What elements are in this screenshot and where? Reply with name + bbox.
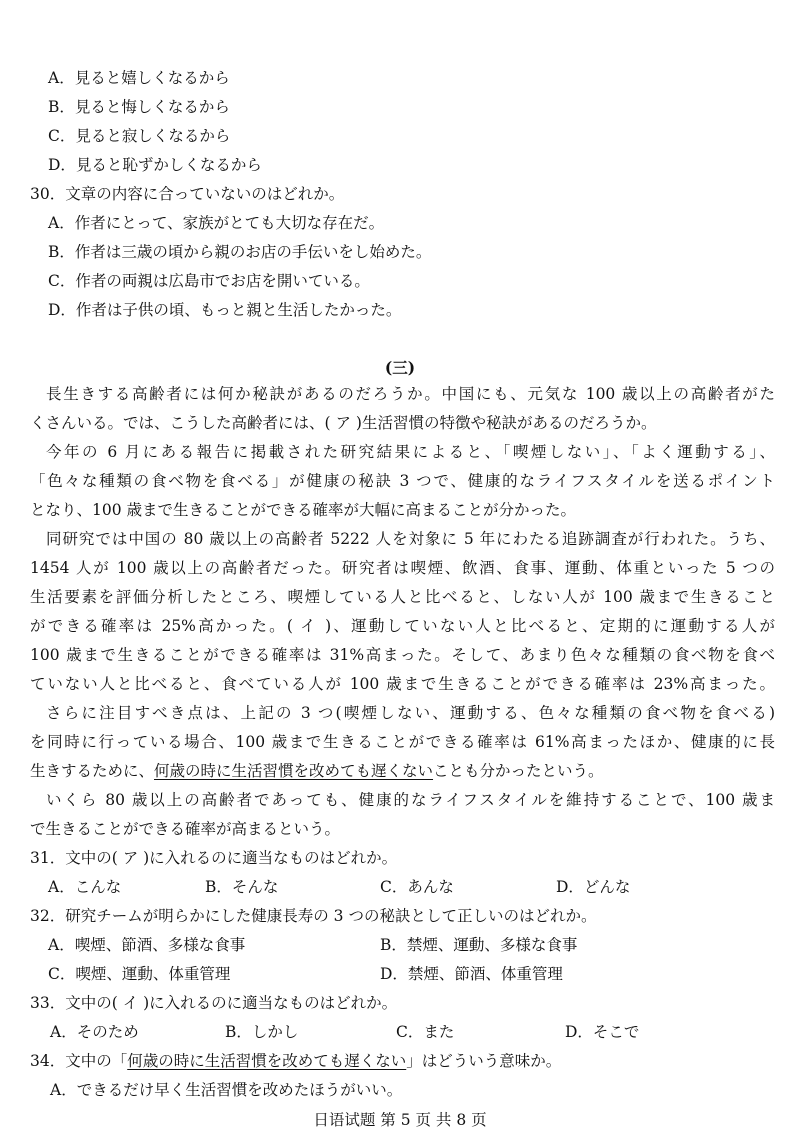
q29-option-c: C．見ると寂しくなるから: [48, 127, 231, 145]
q31-option-a: A．こんな: [48, 878, 122, 896]
passage-line: ていない人と比べると、食べている人が 100 歳まで生きることができる確率は 23%高まった。: [30, 675, 775, 693]
q34-stem: [30, 1051, 561, 1071]
page-footer: 日语试题 第 5 页 共 8 页: [313, 1111, 487, 1129]
q30-option-b: B．作者は三歳の頃から親のお店の手伝いをし始めた。: [48, 243, 432, 261]
q33-option-a: A．そのため: [50, 1023, 139, 1041]
q30-option-a: A．作者にとって、家族がとても大切な存在だ。: [48, 214, 385, 232]
q29-option-b: B．見ると悔しくなるから: [48, 98, 230, 116]
passage-line: 同研究では中国の 80 歳以上の高齢者 5222 人を対象に 5 年にわたる追跡調査が行われた。うち、: [46, 530, 775, 548]
q29-option-a: A．見ると嬉しくなるから: [48, 69, 230, 87]
q33-option-c: C．また: [396, 1023, 455, 1041]
q32-option-a: A．喫煙、節酒、多様な食事: [48, 936, 246, 954]
passage-text: ことも分かったという。: [433, 762, 604, 780]
q29-option-d: D．見ると恥ずかしくなるから: [48, 156, 262, 174]
passage-line: 今年の 6 月にある報告に掲載された研究結果によると、「喫煙しない」、「よく運動する」、: [46, 443, 775, 461]
passage-line: となり、100 歳まで生きることができる確率が大幅に高まることが分かった。: [30, 501, 577, 519]
q31-option-c: C．あんな: [380, 878, 454, 896]
q34-option-a: A．できるだけ早く生活習慣を改めたほうがいい。: [50, 1081, 403, 1099]
q34-stem-text: 34．文中の「: [30, 1052, 128, 1070]
q32-option-d: D．禁煙、節酒、体重管理: [380, 965, 563, 983]
q33-stem: 33．文中の( イ )に入れるのに適当なものはどれか。: [30, 994, 398, 1012]
q31-stem: 31．文中の( ア )に入れるのに適当なものはどれか。: [30, 849, 398, 867]
passage-line: さらに注目すべき点は、上記の 3 つ(喫煙しない、運動する、色々な種類の食べ物を食べる): [46, 704, 775, 722]
q34-stem-text: 」はどういう意味か。: [406, 1052, 562, 1070]
q32-option-c: C．喫煙、運動、体重管理: [48, 965, 231, 983]
passage-line: 生活要素を評価分析したところ、喫煙している人と比べると、しない人が 100 歳まで生きること: [30, 588, 775, 606]
passage-line: 長生きする高齢者には何か秘訣があるのだろうか。中国にも、元気な 100 歳以上の高齢者がた: [46, 385, 775, 403]
passage-line: を同時に行っている場合、100 歳まで生きることができる確率は 61%高まったほか、健康的に長: [30, 733, 775, 751]
q30-stem: 30．文章の内容に合っていないのはどれか。: [30, 185, 345, 203]
q30-option-c: C．作者の両親は広島市でお店を開いている。: [48, 272, 370, 290]
passage-line: くさんいる。では、こうした高齢者には、( ア )生活習慣の特徴や秘訣があるのだろうか。: [30, 414, 657, 432]
q32-stem: 32．研究チームが明らかにした健康長寿の 3 つの秘訣として正しいのはどれか。: [30, 907, 597, 925]
underlined-phrase: 何歳の時に生活習慣を改めても遅くない: [127, 1052, 407, 1070]
q33-option-b: B．しかし: [225, 1023, 299, 1041]
passage-line: [30, 761, 604, 781]
passage-line: 「色々な種類の食べ物を食べる」が健康の秘訣 3 つで、健康的なライフスタイルを送るポイント: [30, 472, 775, 490]
passage-text: 生きするために、: [30, 762, 155, 780]
passage-line: いくら 80 歳以上の高齢者であっても、健康的なライフスタイルを維持することで、100 歳ま: [46, 791, 775, 809]
passage-line: 1454 人が 100 歳以上の高齢者だった。研究者は喫煙、飲酒、食事、運動、体重といった 5 つの: [30, 559, 775, 577]
passage-line: 100 歳まで生きることができる確率は 31%高まった。そして、あまり色々な種類の食べ物を食べ: [30, 646, 775, 664]
q31-option-d: D．どんな: [556, 878, 631, 896]
q33-option-d: D．そこで: [565, 1023, 640, 1041]
underlined-phrase: 何歳の時に生活習慣を改めても遅くない: [154, 762, 434, 780]
section-title: (三): [384, 358, 416, 377]
passage-line: で生きることができる確率が高まるという。: [30, 820, 341, 838]
q30-option-d: D．作者は子供の頃、もっと親と生活したかった。: [48, 301, 402, 319]
q31-option-b: B．そんな: [205, 878, 279, 896]
q32-option-b: B．禁煙、運動、多様な食事: [380, 936, 578, 954]
passage-line: ができる確率は 25%高かった。( イ )、運動していない人と比べると、定期的に運動する人が: [30, 617, 775, 635]
